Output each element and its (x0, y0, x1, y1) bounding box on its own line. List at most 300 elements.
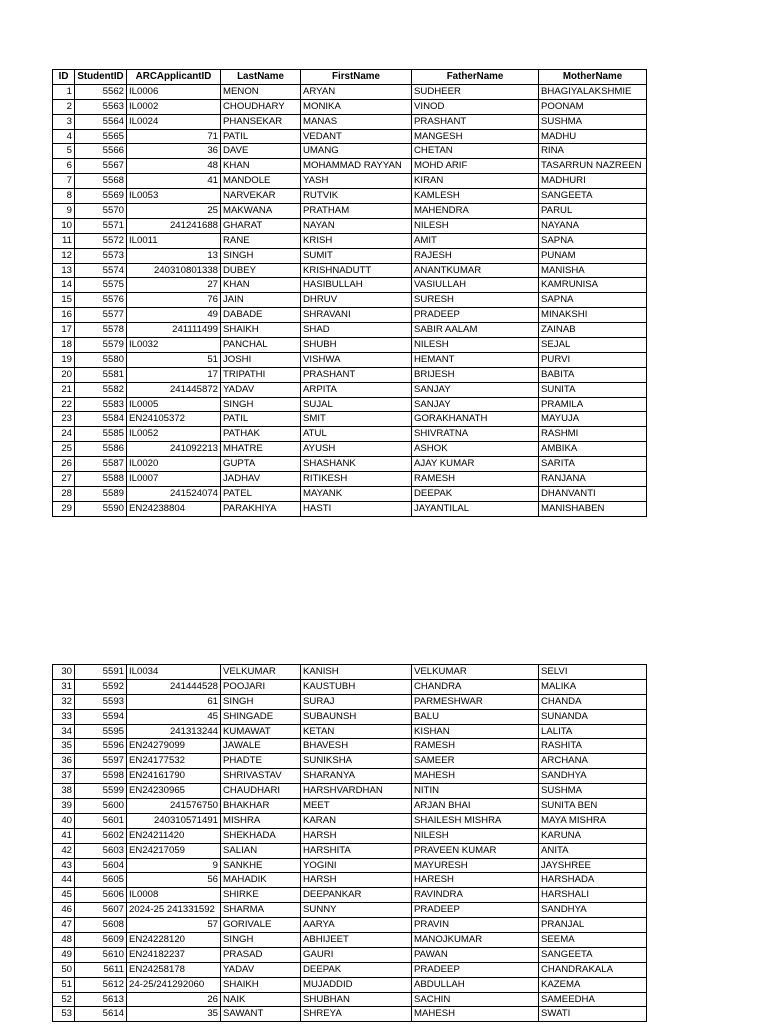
table-row (53, 962, 647, 977)
student-id-cell: 5608 (75, 918, 127, 933)
student-id-cell: 5565 (75, 129, 127, 144)
student-id-cell: 5573 (75, 248, 127, 263)
arc-applicant-id-cell: EN24105372 (127, 412, 221, 427)
arc-applicant-id-cell: 61 (127, 694, 221, 709)
first-name-cell: SUJAL (301, 397, 412, 412)
father-name-cell: SACHIN (412, 992, 539, 1007)
id-cell: 45 (53, 888, 75, 903)
arc-applicant-id-cell: EN24258178 (127, 962, 221, 977)
arc-applicant-id-cell: 27 (127, 278, 221, 293)
first-name-cell: HARSHITA (301, 843, 412, 858)
id-cell: 7 (53, 174, 75, 189)
id-cell: 23 (53, 412, 75, 427)
father-name-cell: MAHENDRA (412, 204, 539, 219)
first-name-cell: PRASHANT (301, 367, 412, 382)
first-name-cell: UMANG (301, 144, 412, 159)
first-name-cell: VEDANT (301, 129, 412, 144)
table-row (53, 84, 647, 99)
student-id-cell: 5595 (75, 724, 127, 739)
arc-applicant-id-cell: 76 (127, 293, 221, 308)
student-id-cell: 5579 (75, 338, 127, 353)
id-cell: 38 (53, 784, 75, 799)
table-row (53, 933, 647, 948)
student-id-cell: 5582 (75, 382, 127, 397)
student-id-cell: 5586 (75, 442, 127, 457)
father-name-cell: MANOJKUMAR (412, 933, 539, 948)
last-name-cell: GUPTA (221, 457, 301, 472)
id-cell: 16 (53, 308, 75, 323)
arc-applicant-id-cell: 240310571491 (127, 813, 221, 828)
first-name-cell: HASIBULLAH (301, 278, 412, 293)
header-row (53, 70, 647, 85)
first-name-cell: ATUL (301, 427, 412, 442)
first-name-cell: SUMIT (301, 248, 412, 263)
father-name-cell: PAWAN (412, 947, 539, 962)
arc-applicant-id-cell: IL0052 (127, 427, 221, 442)
last-name-cell: SHEKHADA (221, 828, 301, 843)
arc-applicant-id-cell: 48 (127, 159, 221, 174)
first-name-cell: AYUSH (301, 442, 412, 457)
student-id-cell: 5599 (75, 784, 127, 799)
first-name-cell: KARAN (301, 813, 412, 828)
mother-name-cell: MALIKA (539, 679, 647, 694)
table-row (53, 665, 647, 680)
last-name-cell: VELKUMAR (221, 665, 301, 680)
id-cell: 42 (53, 843, 75, 858)
father-name-cell: DEEPAK (412, 486, 539, 501)
student-id-cell: 5591 (75, 665, 127, 680)
student-id-cell: 5613 (75, 992, 127, 1007)
id-cell: 17 (53, 323, 75, 338)
father-name-cell: MAYURESH (412, 858, 539, 873)
mother-name-cell: SUSHMA (539, 114, 647, 129)
student-id-cell: 5589 (75, 486, 127, 501)
arc-applicant-id-cell: IL0011 (127, 233, 221, 248)
father-name-cell: PRADEEP (412, 962, 539, 977)
arc-applicant-id-cell: 241241688 (127, 218, 221, 233)
table-row (53, 218, 647, 233)
father-name-cell: CHETAN (412, 144, 539, 159)
father-name-cell: ABDULLAH (412, 977, 539, 992)
last-name-cell: SHIRKE (221, 888, 301, 903)
mother-name-cell: PRAMILA (539, 397, 647, 412)
arc-applicant-id-cell: IL0024 (127, 114, 221, 129)
id-cell: 37 (53, 769, 75, 784)
arc-applicant-id-cell: 241313244 (127, 724, 221, 739)
mother-name-cell: SAPNA (539, 293, 647, 308)
first-name-cell: ARPITA (301, 382, 412, 397)
mother-name-cell: ANITA (539, 843, 647, 858)
table-row (53, 472, 647, 487)
id-cell: 1 (53, 84, 75, 99)
first-name-cell: SURAJ (301, 694, 412, 709)
student-id-cell: 5593 (75, 694, 127, 709)
table-row (53, 679, 647, 694)
father-name-cell: VASIULLAH (412, 278, 539, 293)
id-cell: 27 (53, 472, 75, 487)
mother-name-cell: TASARRUN NAZREEN (539, 159, 647, 174)
table-row (53, 843, 647, 858)
father-name-cell: SANJAY (412, 382, 539, 397)
father-name-cell: PARMESHWAR (412, 694, 539, 709)
first-name-cell: VISHWA (301, 352, 412, 367)
father-name-cell: PRASHANT (412, 114, 539, 129)
id-cell: 13 (53, 263, 75, 278)
table-row (53, 442, 647, 457)
student-id-cell: 5574 (75, 263, 127, 278)
first-name-cell: RUTVIK (301, 189, 412, 204)
id-cell: 10 (53, 218, 75, 233)
father-name-cell: NILESH (412, 338, 539, 353)
mother-name-cell: NAYANA (539, 218, 647, 233)
arc-applicant-id-cell: 41 (127, 174, 221, 189)
father-name-cell: BRIJESH (412, 367, 539, 382)
last-name-cell: MAKWANA (221, 204, 301, 219)
father-name-cell: SURESH (412, 293, 539, 308)
student-id-cell: 5612 (75, 977, 127, 992)
father-name-cell: PRADEEP (412, 903, 539, 918)
table-row (53, 457, 647, 472)
last-name-cell: JAIN (221, 293, 301, 308)
arc-applicant-id-cell: 241576750 (127, 799, 221, 814)
id-cell: 4 (53, 129, 75, 144)
father-name-cell: RAMESH (412, 739, 539, 754)
first-name-cell: MONIKA (301, 99, 412, 114)
last-name-cell: MENON (221, 84, 301, 99)
id-cell: 30 (53, 665, 75, 680)
father-name-cell: BALU (412, 709, 539, 724)
table-row (53, 903, 647, 918)
mother-name-cell: RASHITA (539, 739, 647, 754)
table-row (53, 427, 647, 442)
first-name-cell: RITIKESH (301, 472, 412, 487)
table-row (53, 873, 647, 888)
mother-name-cell: MADHURI (539, 174, 647, 189)
arc-applicant-id-cell: 2024-25 241331592 (127, 903, 221, 918)
id-cell: 40 (53, 813, 75, 828)
first-name-cell: NAYAN (301, 218, 412, 233)
father-name-cell: RAVINDRA (412, 888, 539, 903)
student-id-cell: 5588 (75, 472, 127, 487)
student-id-cell: 5572 (75, 233, 127, 248)
student-id-cell: 5607 (75, 903, 127, 918)
last-name-cell: BHAKHAR (221, 799, 301, 814)
last-name-cell: PRASAD (221, 947, 301, 962)
last-name-cell: KUMAWAT (221, 724, 301, 739)
mother-name-cell: SUNITA (539, 382, 647, 397)
arc-applicant-id-cell: IL0002 (127, 99, 221, 114)
first-name-cell: SUNIKSHA (301, 754, 412, 769)
mother-name-cell: POONAM (539, 99, 647, 114)
first-name-cell: SUNNY (301, 903, 412, 918)
first-name-cell: GAURI (301, 947, 412, 962)
mother-name-cell: RANJANA (539, 472, 647, 487)
first-name-cell: KAUSTUBH (301, 679, 412, 694)
last-name-cell: NARVEKAR (221, 189, 301, 204)
table-row (53, 769, 647, 784)
table-row (53, 323, 647, 338)
table-row (53, 977, 647, 992)
arc-applicant-id-cell: EN24228120 (127, 933, 221, 948)
last-name-cell: MISHRA (221, 813, 301, 828)
first-name-cell: BHAVESH (301, 739, 412, 754)
table-row (53, 813, 647, 828)
mother-name-cell: MANISHABEN (539, 501, 647, 516)
last-name-cell: SINGH (221, 248, 301, 263)
student-id-cell: 5566 (75, 144, 127, 159)
father-name-cell: AMIT (412, 233, 539, 248)
id-cell: 14 (53, 278, 75, 293)
father-name-cell: SAMEER (412, 754, 539, 769)
arc-applicant-id-cell: IL0032 (127, 338, 221, 353)
father-name-cell: PRADEEP (412, 308, 539, 323)
last-name-cell: JADHAV (221, 472, 301, 487)
mother-name-cell: RINA (539, 144, 647, 159)
mother-name-cell: MANISHA (539, 263, 647, 278)
first-name-cell: HARSH (301, 873, 412, 888)
arc-applicant-id-cell: 9 (127, 858, 221, 873)
first-name-cell: KANISH (301, 665, 412, 680)
last-name-cell: MAHADIK (221, 873, 301, 888)
mother-name-cell: SARITA (539, 457, 647, 472)
last-name-cell: SHAIKH (221, 323, 301, 338)
id-cell: 12 (53, 248, 75, 263)
father-name-cell: KIRAN (412, 174, 539, 189)
table-row (53, 263, 647, 278)
table-row (53, 694, 647, 709)
id-cell: 6 (53, 159, 75, 174)
table-row (53, 174, 647, 189)
id-cell: 39 (53, 799, 75, 814)
id-cell: 5 (53, 144, 75, 159)
first-name-cell: MAYANK (301, 486, 412, 501)
arc-applicant-id-cell: IL0007 (127, 472, 221, 487)
arc-applicant-id-cell: 56 (127, 873, 221, 888)
arc-applicant-id-cell: 17 (127, 367, 221, 382)
mother-name-cell: SUSHMA (539, 784, 647, 799)
arc-applicant-id-cell: 241092213 (127, 442, 221, 457)
id-cell: 44 (53, 873, 75, 888)
first-name-cell: DHRUV (301, 293, 412, 308)
first-name-cell: AARYA (301, 918, 412, 933)
table-row (53, 278, 647, 293)
id-cell: 52 (53, 992, 75, 1007)
father-name-cell: NILESH (412, 828, 539, 843)
first-name-cell: HARSHVARDHAN (301, 784, 412, 799)
first-name-header: FirstName (301, 70, 412, 85)
first-name-cell: KRISHNADUTT (301, 263, 412, 278)
id-cell: 53 (53, 1007, 75, 1022)
student-id-cell: 5583 (75, 397, 127, 412)
student-id-cell: 5597 (75, 754, 127, 769)
father-name-cell: SHAILESH MISHRA (412, 813, 539, 828)
last-name-cell: SHARMA (221, 903, 301, 918)
table-row (53, 754, 647, 769)
student-id-cell: 5614 (75, 1007, 127, 1022)
mother-name-cell: CHANDRAKALA (539, 962, 647, 977)
first-name-cell: YOGINI (301, 858, 412, 873)
mother-name-cell: ARCHANA (539, 754, 647, 769)
table-row (53, 308, 647, 323)
student-id-cell: 5568 (75, 174, 127, 189)
student-id-cell: 5611 (75, 962, 127, 977)
mother-name-cell: BHAGIYALAKSHMIE (539, 84, 647, 99)
table-row (53, 367, 647, 382)
student-id-cell: 5585 (75, 427, 127, 442)
first-name-cell: MUJADDID (301, 977, 412, 992)
first-name-cell: ABHIJEET (301, 933, 412, 948)
last-name-cell: DABADE (221, 308, 301, 323)
student-id-cell: 5578 (75, 323, 127, 338)
student-id-cell: 5570 (75, 204, 127, 219)
last-name-cell: PHADTE (221, 754, 301, 769)
mother-name-cell: JAYSHREE (539, 858, 647, 873)
table-row (53, 129, 647, 144)
mother-name-cell: SEJAL (539, 338, 647, 353)
first-name-cell: SHRAVANI (301, 308, 412, 323)
first-name-cell: PRATHAM (301, 204, 412, 219)
id-cell: 50 (53, 962, 75, 977)
mother-name-cell: PARUL (539, 204, 647, 219)
id-cell: 32 (53, 694, 75, 709)
arc-applicant-id-cell: IL0005 (127, 397, 221, 412)
last-name-cell: PATIL (221, 129, 301, 144)
last-name-cell: SHAIKH (221, 977, 301, 992)
father-name-cell: RAMESH (412, 472, 539, 487)
last-name-cell: PATIL (221, 412, 301, 427)
father-name-cell: PRAVIN (412, 918, 539, 933)
first-name-cell: ARYAN (301, 84, 412, 99)
id-cell: 29 (53, 501, 75, 516)
arc-applicant-id-cell: EN24161790 (127, 769, 221, 784)
arc-applicant-id-cell: 45 (127, 709, 221, 724)
arc-applicant-id-cell: IL0020 (127, 457, 221, 472)
student-id-cell: 5587 (75, 457, 127, 472)
arc-applicant-id-cell: 241111499 (127, 323, 221, 338)
first-name-cell: SHUBHAN (301, 992, 412, 1007)
last-name-cell: YADAV (221, 962, 301, 977)
mother-name-cell: SANDHYA (539, 769, 647, 784)
arc-applicant-id-cell: IL0053 (127, 189, 221, 204)
mother-name-cell: MINAKSHI (539, 308, 647, 323)
last-name-cell: PATEL (221, 486, 301, 501)
first-name-cell: MANAS (301, 114, 412, 129)
father-name-cell: PRAVEEN KUMAR (412, 843, 539, 858)
father-name-cell: KAMLESH (412, 189, 539, 204)
last-name-cell: SHINGADE (221, 709, 301, 724)
last-name-cell: PANCHAL (221, 338, 301, 353)
arc-applicant-id-cell: 51 (127, 352, 221, 367)
table-row (53, 204, 647, 219)
last-name-cell: NAIK (221, 992, 301, 1007)
last-name-cell: DUBEY (221, 263, 301, 278)
mother-name-cell: SANGEETA (539, 947, 647, 962)
id-cell: 51 (53, 977, 75, 992)
table-row (53, 784, 647, 799)
first-name-cell: MEET (301, 799, 412, 814)
father-name-cell: SABIR AALAM (412, 323, 539, 338)
student-id-cell: 5563 (75, 99, 127, 114)
father-name-cell: ASHOK (412, 442, 539, 457)
table-row (53, 293, 647, 308)
mother-name-cell: CHANDA (539, 694, 647, 709)
table-row (53, 144, 647, 159)
table-row (53, 352, 647, 367)
student-id-cell: 5602 (75, 828, 127, 843)
mother-name-cell: SAPNA (539, 233, 647, 248)
father-name-cell: MANGESH (412, 129, 539, 144)
last-name-cell: SHRIVASTAV (221, 769, 301, 784)
id-cell: 18 (53, 338, 75, 353)
first-name-cell: SHAD (301, 323, 412, 338)
arc-applicant-id-cell: 25 (127, 204, 221, 219)
student-id-cell: 5592 (75, 679, 127, 694)
id-cell: 3 (53, 114, 75, 129)
table-row (53, 992, 647, 1007)
id-cell: 41 (53, 828, 75, 843)
father-name-cell: KISHAN (412, 724, 539, 739)
mother-name-cell: SAMEEDHA (539, 992, 647, 1007)
father-name-cell: JAYANTILAL (412, 501, 539, 516)
arc-applicant-id-cell: EN24211420 (127, 828, 221, 843)
arc-applicant-id-cell: 241444528 (127, 679, 221, 694)
student-id-cell: 5610 (75, 947, 127, 962)
last-name-cell: GORIVALE (221, 918, 301, 933)
last-name-cell: PARAKHIYA (221, 501, 301, 516)
father-name-cell: ANANTKUMAR (412, 263, 539, 278)
last-name-cell: YADAV (221, 382, 301, 397)
last-name-cell: PHANSEKAR (221, 114, 301, 129)
arc-applicant-id-header: ARCApplicantID (127, 70, 221, 85)
last-name-cell: DAVE (221, 144, 301, 159)
mother-name-cell: BABITA (539, 367, 647, 382)
first-name-cell: DEEPANKAR (301, 888, 412, 903)
student-id-cell: 5604 (75, 858, 127, 873)
mother-name-cell: RASHMI (539, 427, 647, 442)
first-name-cell: SHARANYA (301, 769, 412, 784)
student-id-cell: 5590 (75, 501, 127, 516)
id-cell: 21 (53, 382, 75, 397)
arc-applicant-id-cell: EN24230965 (127, 784, 221, 799)
student-id-cell: 5594 (75, 709, 127, 724)
student-id-cell: 5577 (75, 308, 127, 323)
table-row (53, 501, 647, 516)
student-id-header: StudentID (75, 70, 127, 85)
table-row (53, 1007, 647, 1022)
mother-name-cell: KAMRUNISA (539, 278, 647, 293)
mother-name-cell: SUNANDA (539, 709, 647, 724)
id-cell: 28 (53, 486, 75, 501)
last-name-cell: TRIPATHI (221, 367, 301, 382)
mother-name-cell: MAYA MISHRA (539, 813, 647, 828)
father-name-cell: VELKUMAR (412, 665, 539, 680)
student-id-cell: 5584 (75, 412, 127, 427)
id-cell: 43 (53, 858, 75, 873)
student-id-cell: 5596 (75, 739, 127, 754)
table-row (53, 486, 647, 501)
father-name-cell: SUDHEER (412, 84, 539, 99)
table-row (53, 709, 647, 724)
id-cell: 33 (53, 709, 75, 724)
last-name-cell: SALIAN (221, 843, 301, 858)
mother-name-cell: KARUNA (539, 828, 647, 843)
arc-applicant-id-cell: EN24279099 (127, 739, 221, 754)
last-name-cell: SINGH (221, 694, 301, 709)
id-cell: 19 (53, 352, 75, 367)
father-name-cell: AJAY KUMAR (412, 457, 539, 472)
arc-applicant-id-cell: 241524074 (127, 486, 221, 501)
student-table-top (52, 69, 647, 517)
